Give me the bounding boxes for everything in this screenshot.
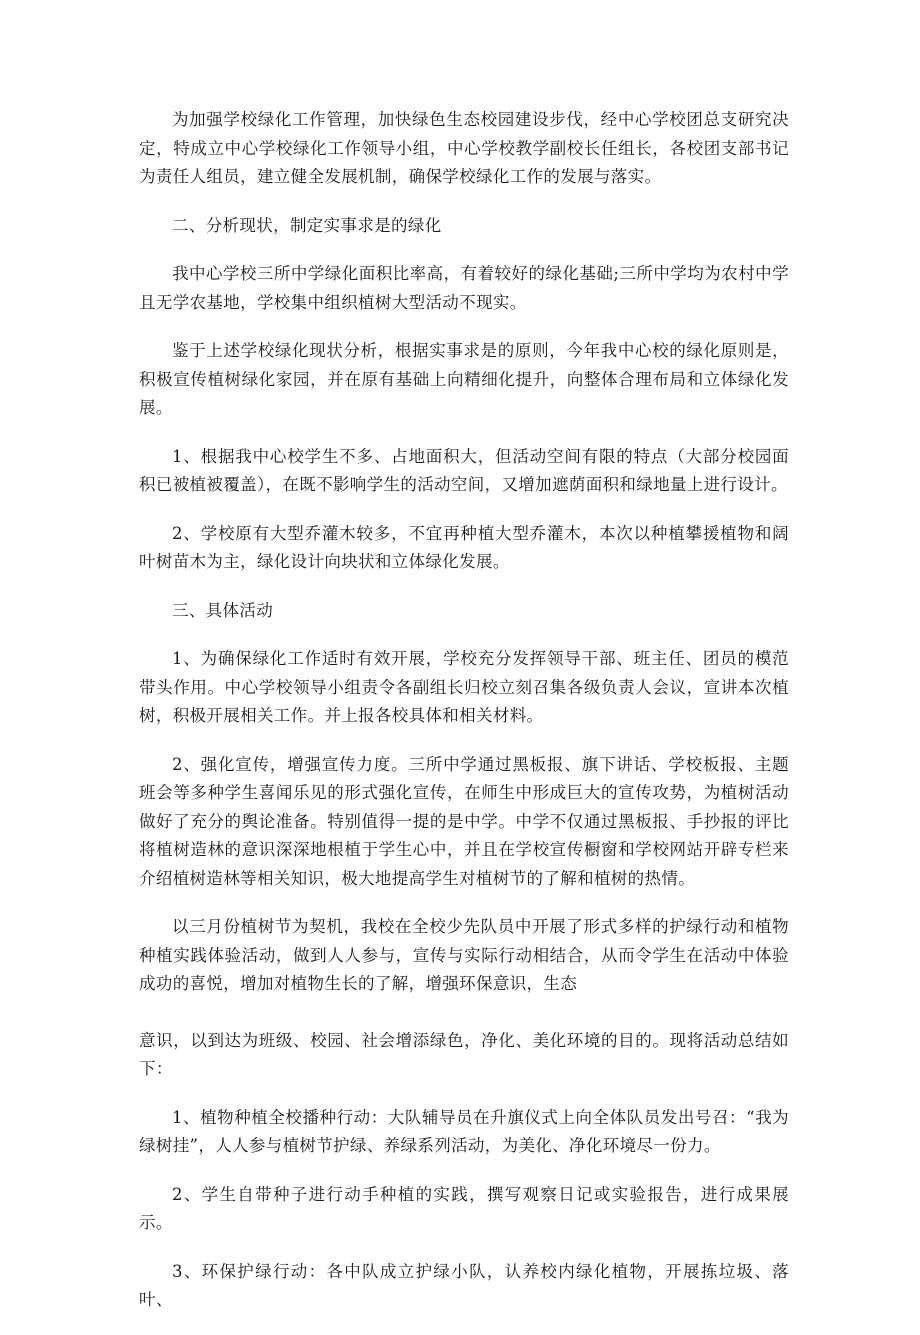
paragraph-arbor-day: 以三月份植树节为契机，我校在全校少先队员中开展了形式多样的护绿行动和植物种植实践体验活动，做到人人参与，宣传与实际行动相结合，从而令学生在活动中体验成功的喜悦，增加对植物生长的了解，增强环保意识，生态: [139, 917, 789, 993]
paragraph-summary-3: 3、环保护绿行动：各中队成立护绿小队，认养校内绿化植物，开展拣垃圾、落叶、: [139, 1261, 789, 1309]
paragraph-summary-2: 2、学生自带种子进行动手种植的实践，撰写观察日记或实验报告，进行成果展示。: [139, 1184, 789, 1232]
paragraph-current-situation: 我中心学校三所中学绿化面积比率高，有着较好的绿化基础;三所中学均为农村中学且无学农基地，学校集中组织植树大型活动不现实。: [139, 264, 789, 312]
paragraph-activity-1: 1、为确保绿化工作适时有效开展，学校充分发挥领导干部、班主任、团员的模范带头作用。中心学校领导小组责令各副组长归校立刻召集各级负责人会议，宣讲本次植树，积极开展相关工作。并上报各校具体和相关材料。: [139, 649, 789, 725]
document-body: [139, 106, 789, 1335]
paragraph-point-1: 1、根据我中心校学生不多、占地面积大，但活动空间有限的特点（大部分校园面积已被植被覆盖），在既不影响学生的活动空间，又增加遮荫面积和绿地量上进行设计。: [139, 446, 789, 494]
paragraph-greening-principle: 鉴于上述学校绿化现状分析，根据实事求是的原则，今年我中心校的绿化原则是，积极宣传植树绿化家园，并在原有基础上向精细化提升，向整体合理布局和立体绿化发展。: [139, 341, 789, 417]
section-heading-3: 三、具体活动: [172, 600, 274, 620]
paragraph-intro: 为加强学校绿化工作管理，加快绿色生态校园建设步伐，经中心学校团总支研究决定，特成立中心学校绿化工作领导小组，中心学校教学副校长任组长，各校团支部书记为责任人组员，建立健全发展机制，确保学校绿化工作的发展与落实。: [139, 110, 789, 186]
paragraph-summary-1: 1、植物种植全校播种行动：大队辅导员在升旗仪式上向全体队员发出号召：“我为绿树挂”，人人参与植树节护绿、养绿系列活动，为美化、净化环境尽一份力。: [139, 1107, 789, 1155]
paragraph-continuation: 意识，以到达为班级、校园、社会增添绿色，净化、美化环境的目的。现将活动总结如下：: [139, 1030, 789, 1078]
paragraph-activity-2: 2、强化宣传，增强宣传力度。三所中学通过黑板报、旗下讲话、学校板报、主题班会等多种学生喜闻乐见的形式强化宣传，在师生中形成巨大的宣传攻势，为植树活动做好了充分的舆论准备。特别值得一提的是中学。中学不仅通过黑板报、手抄报的评比将植树造林的意识深深地根植于学生心中，并且在学校宣传橱窗和学校网站开辟专栏来介绍植树造林等相关知识，极大地提高学生对植树节的了解和植树的热情。: [139, 754, 789, 888]
section-heading-2: 二、分析现状，制定实事求是的绿化: [172, 215, 442, 235]
paragraph-point-2: 2、学校原有大型乔灌木较多，不宜再种植大型乔灌木，本次以种植攀援植物和阔叶树苗木为主，绿化设计向块状和立体绿化发展。: [139, 523, 789, 571]
